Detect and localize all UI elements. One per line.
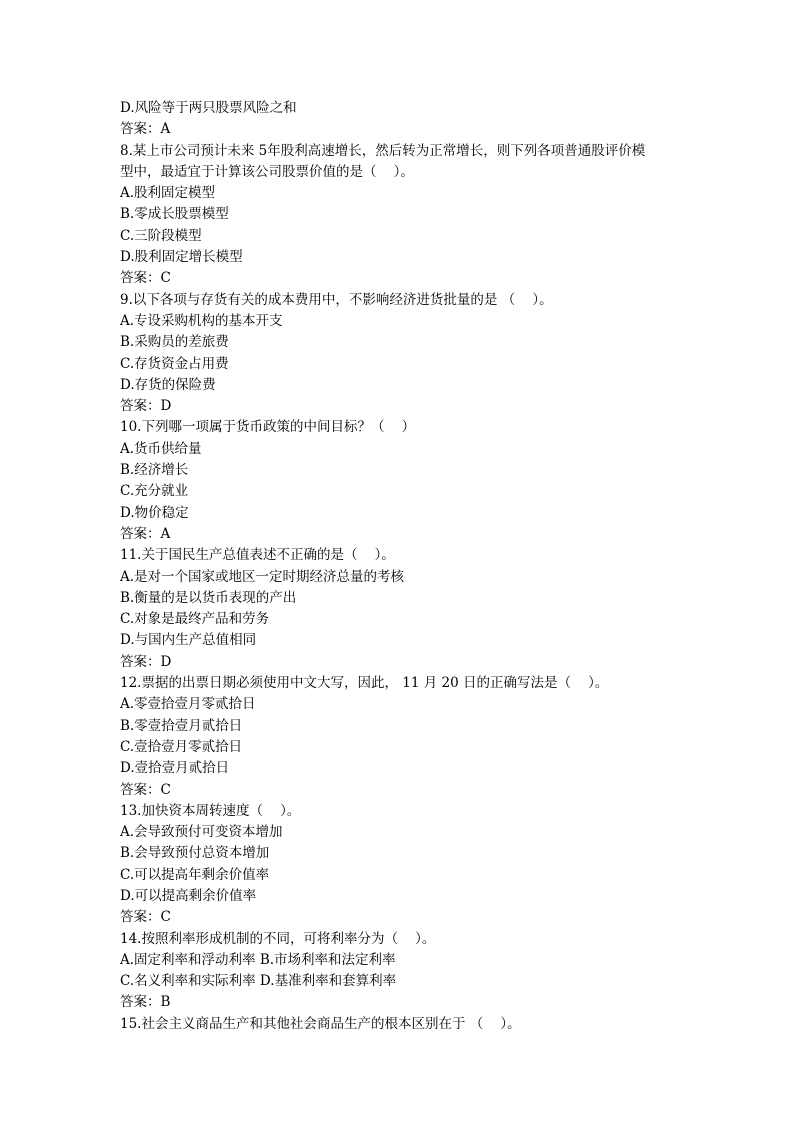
question-15: 15.社会主义商品生产和其他社会商品生产的根本区别在于 （ ）。 <box>120 1015 521 1032</box>
option-a-q8: A.股利固定模型 <box>120 185 216 202</box>
question-9: 9.以下各项与存货有关的成本费用中，不影响经济进货批量的是 （ ）。 <box>120 291 553 308</box>
option-d-q13: D.可以提高剩余价值率 <box>120 887 257 904</box>
question-12: 12.票据的出票日期必须使用中文大写，因此， 11 月 20 日的正确写法是（ ）。 <box>120 675 609 692</box>
option-c-q10: C.充分就业 <box>120 483 189 500</box>
option-d-q7: D.风险等于两只股票风险之和 <box>120 100 297 116</box>
option-b-q11: B.衡量的是以货币表现的产出 <box>120 589 297 606</box>
option-d-q11: D.与国内生产总值相同 <box>120 632 257 649</box>
option-d-q9: D.存货的保险费 <box>120 376 216 393</box>
option-a-q12: A.零壹拾壹月零贰拾日 <box>120 696 256 713</box>
question-13: 13.加快资本周转速度（ ）。 <box>120 802 301 819</box>
answer-q11: 答案：D <box>120 653 172 670</box>
answer-q10: 答案：A <box>120 525 171 542</box>
option-a-q13: A.会导致预付可变资本增加 <box>120 824 283 841</box>
question-10: 10.下列哪一项属于货币政策的中间目标？（ ） <box>120 419 416 436</box>
answer-q14: 答案：B <box>120 994 171 1011</box>
answer-q7: 答案：A <box>120 121 171 138</box>
option-d-q8: D.股利固定增长模型 <box>120 249 243 266</box>
option-b-q12: B.零壹拾壹月贰拾日 <box>120 717 243 734</box>
options-cd-q14: C.名义利率和实际利率 D.基准利率和套算利率 <box>120 973 397 990</box>
option-a-q10: A.货币供给量 <box>120 440 202 457</box>
option-b-q13: B.会导致预付总资本增加 <box>120 845 270 862</box>
answer-q13: 答案：C <box>120 909 171 926</box>
option-b-q9: B.采购员的差旅费 <box>120 334 229 351</box>
document-body <box>120 98 700 1035</box>
option-c-q12: C.壹拾壹月零贰拾日 <box>120 738 243 755</box>
question-11: 11.关于国民生产总值表述不正确的是（ ）。 <box>120 547 395 564</box>
option-a-q11: A.是对一个国家或地区一定时期经济总量的考核 <box>120 568 405 585</box>
question-8-line-1: 8.某上市公司预计未来 5年股利高速增长，然后转为正常增长，则下列各项普通股评价模 <box>120 142 646 159</box>
option-a-q9: A.专设采购机构的基本开支 <box>120 312 283 329</box>
answer-q9: 答案：D <box>120 398 172 415</box>
options-ab-q14: A.固定利率和浮动利率 B.市场利率和法定利率 <box>120 951 396 968</box>
option-b-q10: B.经济增长 <box>120 462 189 479</box>
option-c-q8: C.三阶段模型 <box>120 227 202 244</box>
option-d-q12: D.壹拾壹月贰拾日 <box>120 760 230 777</box>
option-d-q10: D.物价稳定 <box>120 504 189 521</box>
option-c-q11: C.对象是最终产品和劳务 <box>120 611 270 628</box>
answer-q12: 答案：C <box>120 781 171 798</box>
question-8-line-2: 型中，最适宜于计算该公司股票价值的是（ ）。 <box>120 163 414 180</box>
question-14: 14.按照利率形成机制的不同，可将利率分为（ ）。 <box>120 930 436 947</box>
option-c-q9: C.存货资金占用费 <box>120 355 229 372</box>
option-b-q8: B.零成长股票模型 <box>120 206 229 223</box>
option-c-q13: C.可以提高年剩余价值率 <box>120 866 270 883</box>
answer-q8: 答案：C <box>120 270 171 287</box>
